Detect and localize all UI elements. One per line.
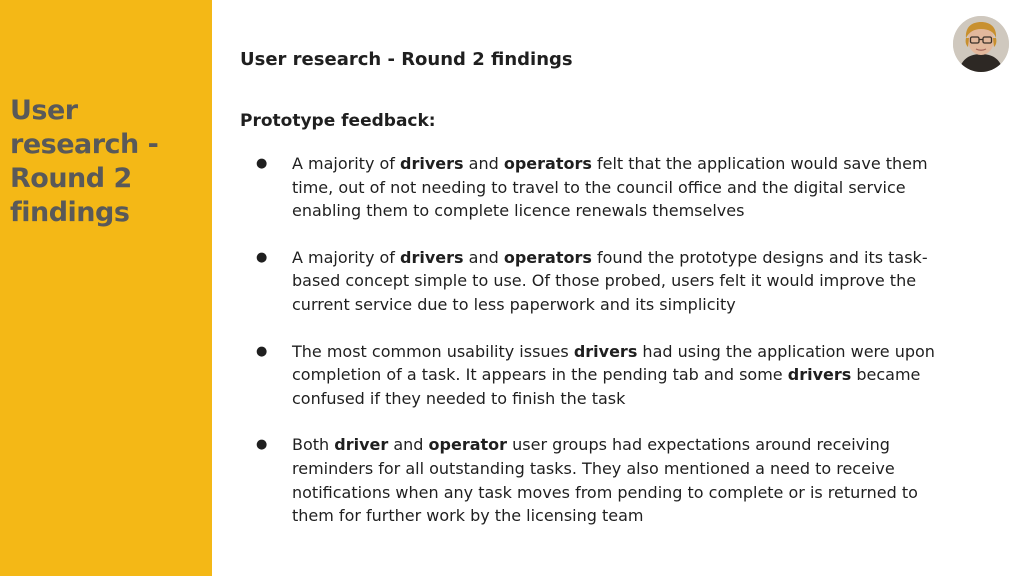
sidebar-panel bbox=[0, 0, 212, 576]
finding-text-segment: A majority of bbox=[292, 154, 401, 173]
finding-text-segment: user groups had expectations around receiving reminders for all outstanding tasks. They also mentioned a need to receive notifications when any task moves from pending to complete or is returned to them for further work by the licensing team bbox=[292, 435, 918, 526]
list-item bbox=[256, 152, 936, 223]
bullet-icon: ● bbox=[256, 437, 268, 453]
finding-text-segment: became confused if they needed to finish the task bbox=[292, 365, 921, 408]
finding-text-segment: and bbox=[463, 154, 504, 173]
bullet-icon: ● bbox=[256, 156, 268, 171]
bullet-icon: ● bbox=[256, 343, 268, 359]
finding-text-bold: drivers bbox=[573, 341, 638, 361]
bullet-icon: ● bbox=[256, 249, 268, 265]
finding-text-bold: operators bbox=[503, 154, 592, 173]
finding-text-segment: and bbox=[388, 435, 429, 455]
list-item bbox=[256, 246, 936, 317]
finding-text-bold: operators bbox=[503, 247, 592, 267]
finding-text-bold: driver bbox=[334, 435, 389, 455]
list-item bbox=[256, 433, 936, 527]
finding-text-segment: and bbox=[463, 247, 504, 267]
sidebar-title: User research - Round 2 findings bbox=[10, 95, 159, 228]
finding-text-bold: drivers bbox=[787, 365, 852, 385]
list-item bbox=[256, 340, 936, 411]
finding-text-bold: drivers bbox=[400, 154, 464, 173]
section-heading: Prototype feedback: bbox=[240, 111, 436, 131]
findings-list bbox=[256, 152, 936, 551]
finding-text-segment: Both bbox=[292, 435, 335, 455]
finding-text-segment: The most common usability issues bbox=[292, 341, 574, 361]
page-title: User research - Round 2 findings bbox=[240, 49, 573, 70]
finding-text-segment: found the prototype designs and its task-based concept simple to use. Of those probed, users felt it would improve the current service due to less paperwork and its simplicity bbox=[292, 247, 928, 314]
finding-text-segment: felt that the application would save them time, out of not needing to travel to the council office and the digital service enabling them to complete licence renewals themselves bbox=[292, 154, 928, 221]
avatar[interactable] bbox=[953, 16, 1009, 72]
finding-text-segment: had using the application were upon completion of a task. It appears in the pending tab and some bbox=[292, 341, 935, 385]
finding-text-bold: drivers bbox=[400, 247, 464, 267]
person-photo-icon bbox=[953, 16, 1009, 72]
finding-text-segment: A majority of bbox=[292, 247, 401, 267]
finding-text-bold: operator bbox=[428, 435, 508, 455]
